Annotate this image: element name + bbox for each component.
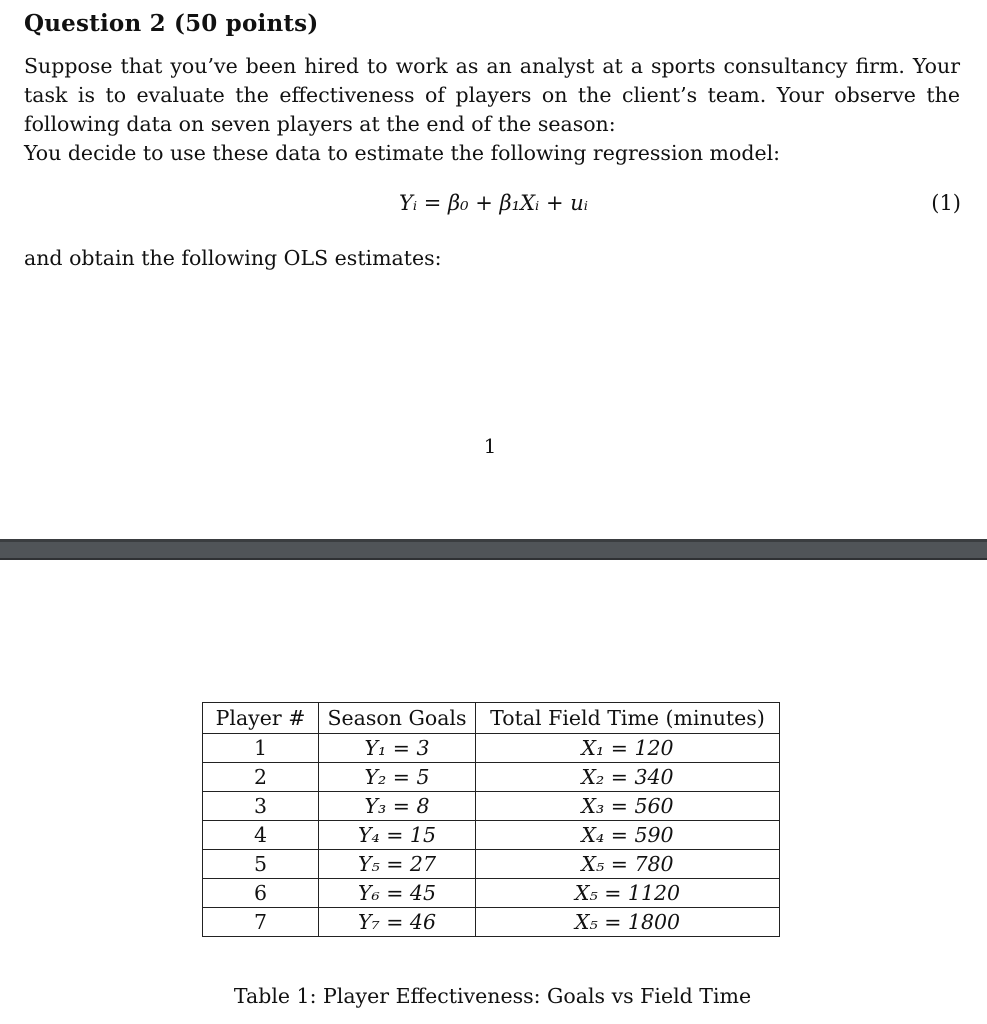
ols-estimates-text: and obtain the following OLS estimates: xyxy=(24,246,442,270)
player-cell: 3 xyxy=(203,792,319,821)
table-row xyxy=(203,879,780,908)
player-cell: 6 xyxy=(203,879,319,908)
column-header-player: Player # xyxy=(203,703,319,734)
table-row xyxy=(203,763,780,792)
player-data-table xyxy=(202,702,780,937)
table-row xyxy=(203,792,780,821)
intro-paragraph: Suppose that you’ve been hired to work as an analyst at a sports consultancy firm. Your task is to evaluate the effectiveness of players on the client’s team. Your observe the following data on seven players at the end of the season: xyxy=(24,54,960,136)
table-row xyxy=(203,821,780,850)
table-row xyxy=(203,734,780,763)
field-time-cell: X₄ = 590 xyxy=(476,821,780,850)
column-header-field-time: Total Field Time (minutes) xyxy=(476,703,780,734)
regression-intro-text: You decide to use these data to estimate the following regression model: xyxy=(24,141,781,165)
goals-cell: Y₁ = 3 xyxy=(319,734,476,763)
equation-number: (1) xyxy=(931,191,961,215)
field-time-cell: X₂ = 340 xyxy=(476,763,780,792)
table-row xyxy=(203,908,780,937)
field-time-cell: X₅ = 780 xyxy=(476,850,780,879)
table-caption: Table 1: Player Effectiveness: Goals vs Field Time xyxy=(233,984,752,1008)
regression-equation: Yᵢ = β₀ + β₁Xᵢ + uᵢ xyxy=(399,191,588,215)
goals-cell: Y₆ = 45 xyxy=(319,879,476,908)
question-heading: Question 2 (50 points) xyxy=(24,10,319,37)
player-cell: 5 xyxy=(203,850,319,879)
player-cell: 2 xyxy=(203,763,319,792)
goals-cell: Y₄ = 15 xyxy=(319,821,476,850)
page-break-divider xyxy=(0,539,987,560)
column-header-goals: Season Goals xyxy=(319,703,476,734)
player-cell: 4 xyxy=(203,821,319,850)
goals-cell: Y₂ = 5 xyxy=(319,763,476,792)
page-number: 1 xyxy=(483,434,497,458)
table-header-row xyxy=(203,703,780,734)
field-time-cell: X₃ = 560 xyxy=(476,792,780,821)
goals-cell: Y₃ = 8 xyxy=(319,792,476,821)
field-time-cell: X₅ = 1120 xyxy=(476,879,780,908)
player-cell: 1 xyxy=(203,734,319,763)
goals-cell: Y₅ = 27 xyxy=(319,850,476,879)
table-row xyxy=(203,850,780,879)
player-cell: 7 xyxy=(203,908,319,937)
field-time-cell: X₁ = 120 xyxy=(476,734,780,763)
goals-cell: Y₇ = 46 xyxy=(319,908,476,937)
field-time-cell: X₅ = 1800 xyxy=(476,908,780,937)
